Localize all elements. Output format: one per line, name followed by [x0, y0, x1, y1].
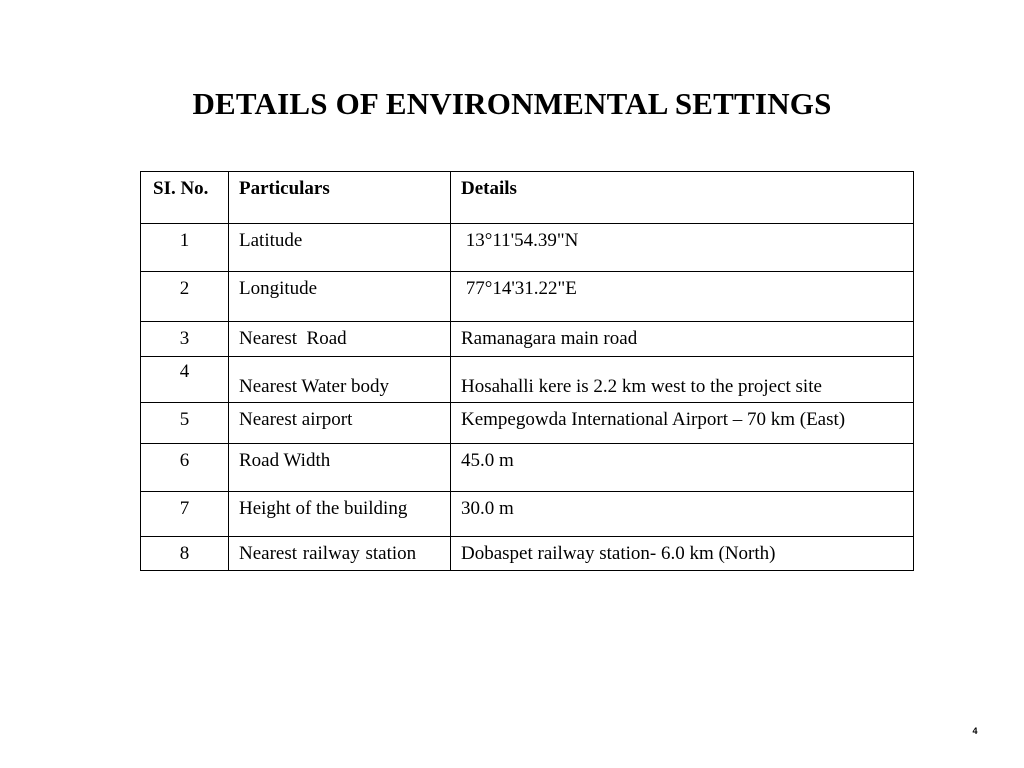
table-row: [141, 537, 914, 571]
row-number: 8: [141, 537, 229, 571]
row-detail: 77°14'31.22"E: [451, 272, 914, 322]
row-detail: 45.0 m: [451, 444, 914, 492]
row-number: 4: [141, 357, 229, 403]
table-row: [141, 357, 914, 403]
row-particular: Latitude: [229, 224, 451, 272]
row-particular: Nearest Water body: [229, 357, 451, 403]
page-number: 4: [972, 726, 978, 736]
row-number: 2: [141, 272, 229, 322]
row-detail: Ramanagara main road: [451, 322, 914, 357]
table-row: [141, 322, 914, 357]
row-particular: Height of the building: [229, 492, 451, 537]
row-detail: 13°11'54.39"N: [451, 224, 914, 272]
header-si-no: SI. No.: [141, 172, 229, 224]
row-detail: Dobaspet railway station- 6.0 km (North): [451, 537, 914, 571]
row-number: 3: [141, 322, 229, 357]
row-detail: 30.0 m: [451, 492, 914, 537]
table-row: [141, 272, 914, 322]
header-particulars: Particulars: [229, 172, 451, 224]
row-particular: Nearest airport: [229, 403, 451, 444]
row-number: 6: [141, 444, 229, 492]
row-particular: Longitude: [229, 272, 451, 322]
table-row: [141, 224, 914, 272]
row-detail: Kempegowda International Airport – 70 km (East): [451, 403, 914, 444]
page-title: DETAILS OF ENVIRONMENTAL SETTINGS: [192, 86, 832, 121]
row-number: 7: [141, 492, 229, 537]
row-detail: Hosahalli kere is 2.2 km west to the project site: [451, 357, 914, 403]
environmental-settings-table: [140, 171, 914, 571]
table-row: [141, 492, 914, 537]
row-number: 1: [141, 224, 229, 272]
row-number: 5: [141, 403, 229, 444]
table-row: [141, 403, 914, 444]
row-particular: Nearest railway station: [229, 537, 451, 571]
table-row: [141, 444, 914, 492]
row-particular: Nearest Road: [229, 322, 451, 357]
row-particular: Road Width: [229, 444, 451, 492]
table-header-row: [141, 172, 914, 224]
header-details: Details: [451, 172, 914, 224]
